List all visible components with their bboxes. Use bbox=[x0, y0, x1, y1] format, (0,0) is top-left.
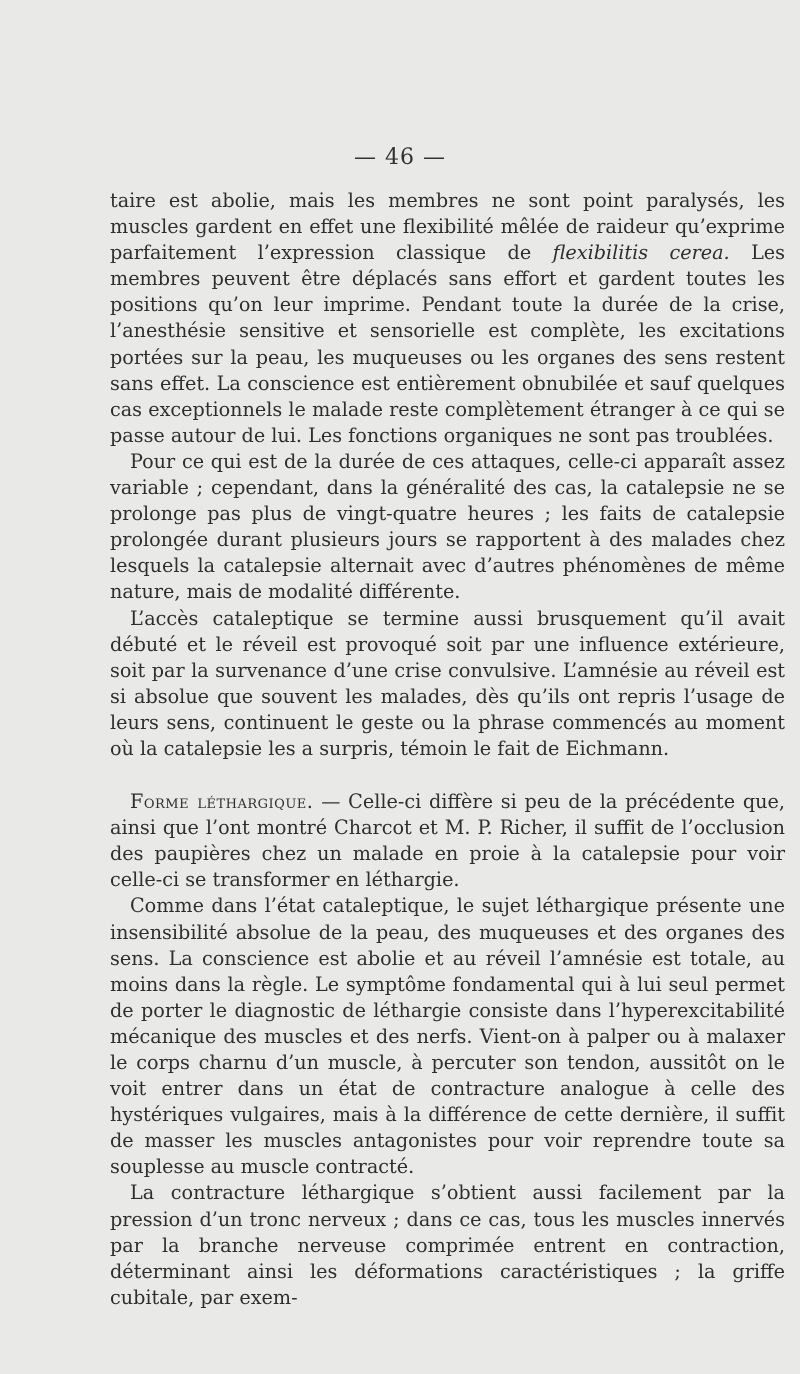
latin-term: flexibilitis cerea. bbox=[552, 241, 730, 265]
paragraph-1 bbox=[110, 188, 785, 449]
paragraph-3: L’accès cataleptique se termine aussi brusquement qu’il avait débuté et le réveil est provoqué soit par une influence extérieure, soit par la survenance d’une crise convulsive. L’amnésie au réveil est si absolue que souvent les malades, dès qu’ils ont repris l’usage de leurs sens, continuent le geste ou la phrase commencés au moment où la catalepsie les a surpris, témoin le fait de Eichmann. bbox=[110, 606, 785, 760]
paragraph-4 bbox=[110, 789, 785, 893]
body-text bbox=[110, 188, 785, 1311]
paragraph-6: La contracture léthargique s’obtient aussi facilement par la pression d’un tronc nerveux ; dans ce cas, tous les muscles innervés par la branche nerveuse comprimée entrent en contraction, déterminant ainsi les déformations caractéristiques ; la griffe cubitale, par exem- bbox=[110, 1181, 785, 1309]
page-number: — 46 — bbox=[354, 145, 446, 170]
paragraph-4-text: — Celle-ci diffère si peu de la précédente que, ainsi que l’ont montré Charcot et M. P. Richer, il suffit de l’occlusion des paupières chez un malade en proie à la catalepsie pour voir celle-ci se transformer en léthargie. bbox=[110, 790, 785, 892]
paragraph-2: Pour ce qui est de la durée de ces attaques, celle-ci apparaît assez variable ; cependant, dans la généralité des cas, la catalepsie ne se prolonge pas plus de vingt-quatre heures ; les faits de catalepsie prolongée durant plusieurs jours se rapportent à des malades chez lesquels la catalepsie alternait avec d’autres phénomènes de même nature, mais de modalité différente. bbox=[110, 449, 785, 604]
paragraph-1-text: taire est abolie, mais les membres ne sont point paralysés, les muscles gardent en effet une flexibilité mêlée de raideur qu’exprime parfaitement l’expression classique de bbox=[110, 189, 785, 265]
paragraph-5: Comme dans l’état cataleptique, le sujet léthargique présente une insensibilité absolue de la peau, des muqueuses et des organes des sens. La conscience est abolie et au réveil l’amnésie est totale, au moins dans la règle. Le symptôme fondamental qui à lui seul permet de porter le diagnostic de léthargie consiste dans l’hyperexcitabilité mécanique des muscles et des nerfs. Vient-on à palper ou à malaxer le corps charnu d’un muscle, à percuter son tendon, aussitôt on le voit entrer dans un état de contracture analogue à celle des hystériques vulgaires, mais à la différence de cette dernière, il suffit de masser les muscles antagonistes pour voir reprendre toute sa souplesse au muscle contracté. bbox=[110, 894, 785, 1179]
section-title: Forme léthargique. bbox=[130, 790, 314, 814]
paragraph-1-rest: Les membres peuvent être déplacés sans effort et gardent toutes les positions qu’on leur imprime. Pendant toute la durée de la crise, l’anesthésie sensitive et sensorielle est complète, les excitations portées sur la peau, les muqueuses ou les organes des sens restent sans effet. La conscience est entièrement obnubilée et sauf quelques cas exceptionnels le malade reste complètement étranger à ce qui se passe autour de lui. Les fonctions organiques ne sont pas troublées. bbox=[110, 241, 786, 447]
